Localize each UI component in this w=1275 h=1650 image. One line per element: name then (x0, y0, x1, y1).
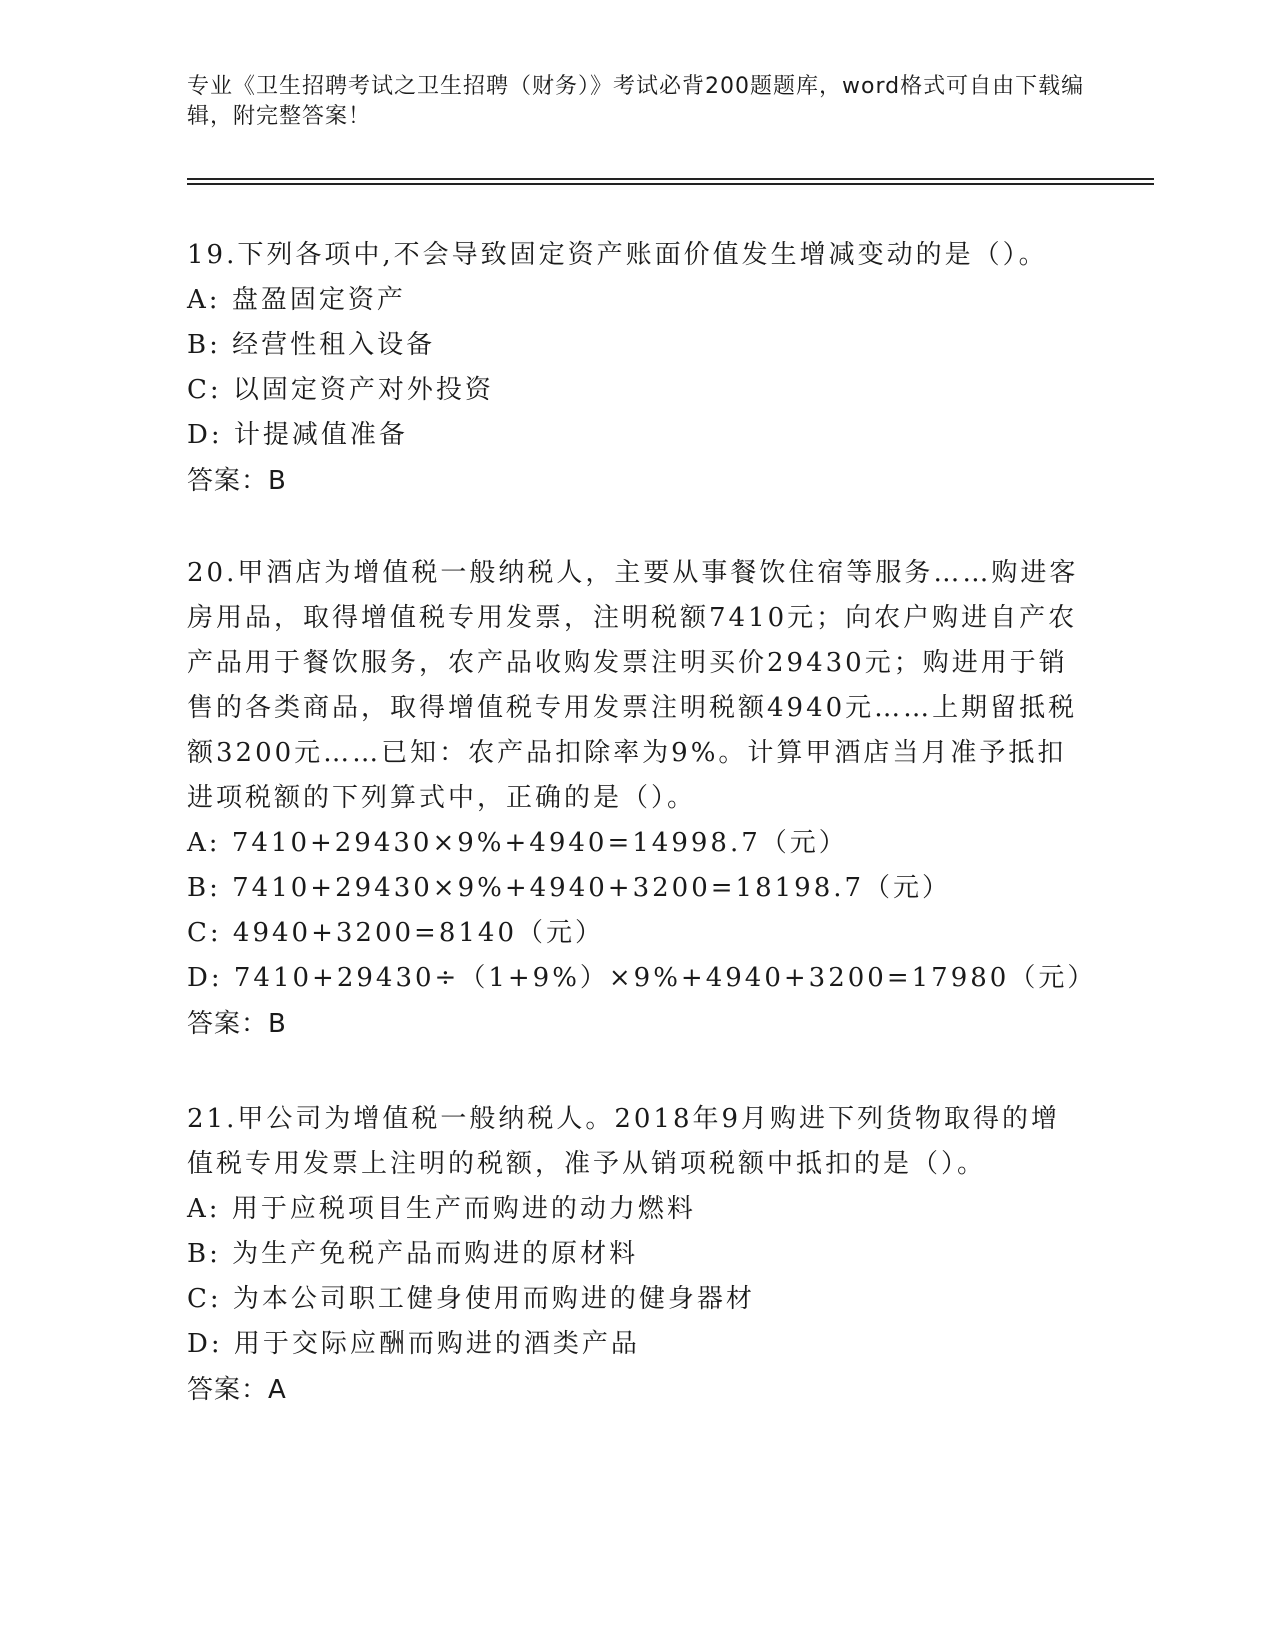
header-divider-bottom (187, 183, 1154, 185)
question-stem: 21.甲公司为增值税一般纳税人。2018年9月购进下列货物取得的增值税专用发票上注明的税额，准予从销项税额中抵扣的是（）。 (187, 1104, 1061, 1179)
option-b (187, 866, 1087, 911)
option-letter: D: (187, 963, 223, 993)
document-header (187, 72, 1087, 132)
option-text: 计提减值准备 (233, 420, 408, 450)
option-a (187, 278, 1087, 323)
option-c (187, 1277, 1087, 1322)
option-a (187, 1187, 1087, 1232)
option-text: 7410+29430×9%+4940+3200=18198.7（元） (232, 873, 952, 903)
question-21 (187, 1097, 1087, 1413)
option-letter: C: (187, 1284, 222, 1314)
option-b (187, 1232, 1087, 1277)
header-title: 专业《卫生招聘考试之卫生招聘（财务）》考试必背200题题库，word格式可自由下载编辑，附完整答案！ (187, 74, 1085, 129)
option-text: 以固定资产对外投资 (232, 375, 494, 405)
option-text: 7410+29430×9%+4940=14998.7（元） (231, 828, 848, 858)
option-text: 盘盈固定资产 (231, 285, 406, 315)
answer-line: 答案：B (187, 466, 287, 496)
option-text: 7410+29430÷（1+9%）×9%+4940+3200=17980（元） (233, 963, 1097, 993)
option-text: 经营性租入设备 (232, 330, 436, 360)
option-c (187, 368, 1087, 413)
option-letter: A: (187, 828, 221, 858)
option-a (187, 821, 1087, 866)
question-stem: 20.甲酒店为增值税一般纳税人，主要从事餐饮住宿等服务……购进客房用品，取得增值税专用发票，注明税额7410元；向农户购进自产农产品用于餐饮服务，农产品收购发票注明买价29430元；购进用于销售的各类商品，取得增值税专用发票注明税额4940元……上期留抵税额3200元……已知：农产品扣除率为9%。计算甲酒店当月准予抵扣进项税额的下列算式中，正确的是（）。 (187, 558, 1079, 813)
option-d (187, 956, 1097, 1001)
option-text: 4940+3200=8140（元） (232, 918, 604, 948)
option-letter: C: (187, 375, 222, 405)
option-letter: C: (187, 918, 222, 948)
option-letter: B: (187, 1239, 221, 1269)
option-c (187, 911, 1087, 956)
answer-line: 答案：A (187, 1375, 287, 1405)
header-divider-top (187, 178, 1154, 180)
option-letter: A: (187, 285, 221, 315)
question-19 (187, 233, 1087, 504)
option-b (187, 323, 1087, 368)
option-text: 为生产免税产品而购进的原材料 (232, 1239, 639, 1269)
option-letter: D: (187, 420, 223, 450)
option-letter: B: (187, 330, 221, 360)
option-text: 为本公司职工健身使用而购进的健身器材 (232, 1284, 755, 1314)
question-20 (187, 551, 1097, 1047)
question-stem: 19.下列各项中,不会导致固定资产账面价值发生增减变动的是（）。 (187, 240, 1048, 270)
option-letter: A: (187, 1194, 221, 1224)
option-text: 用于应税项目生产而购进的动力燃料 (231, 1194, 696, 1224)
option-d (187, 413, 1087, 458)
answer-line: 答案：B (187, 1009, 287, 1039)
option-d (187, 1322, 1087, 1367)
option-text: 用于交际应酬而购进的酒类产品 (233, 1329, 640, 1359)
option-letter: D: (187, 1329, 223, 1359)
option-letter: B: (187, 873, 221, 903)
